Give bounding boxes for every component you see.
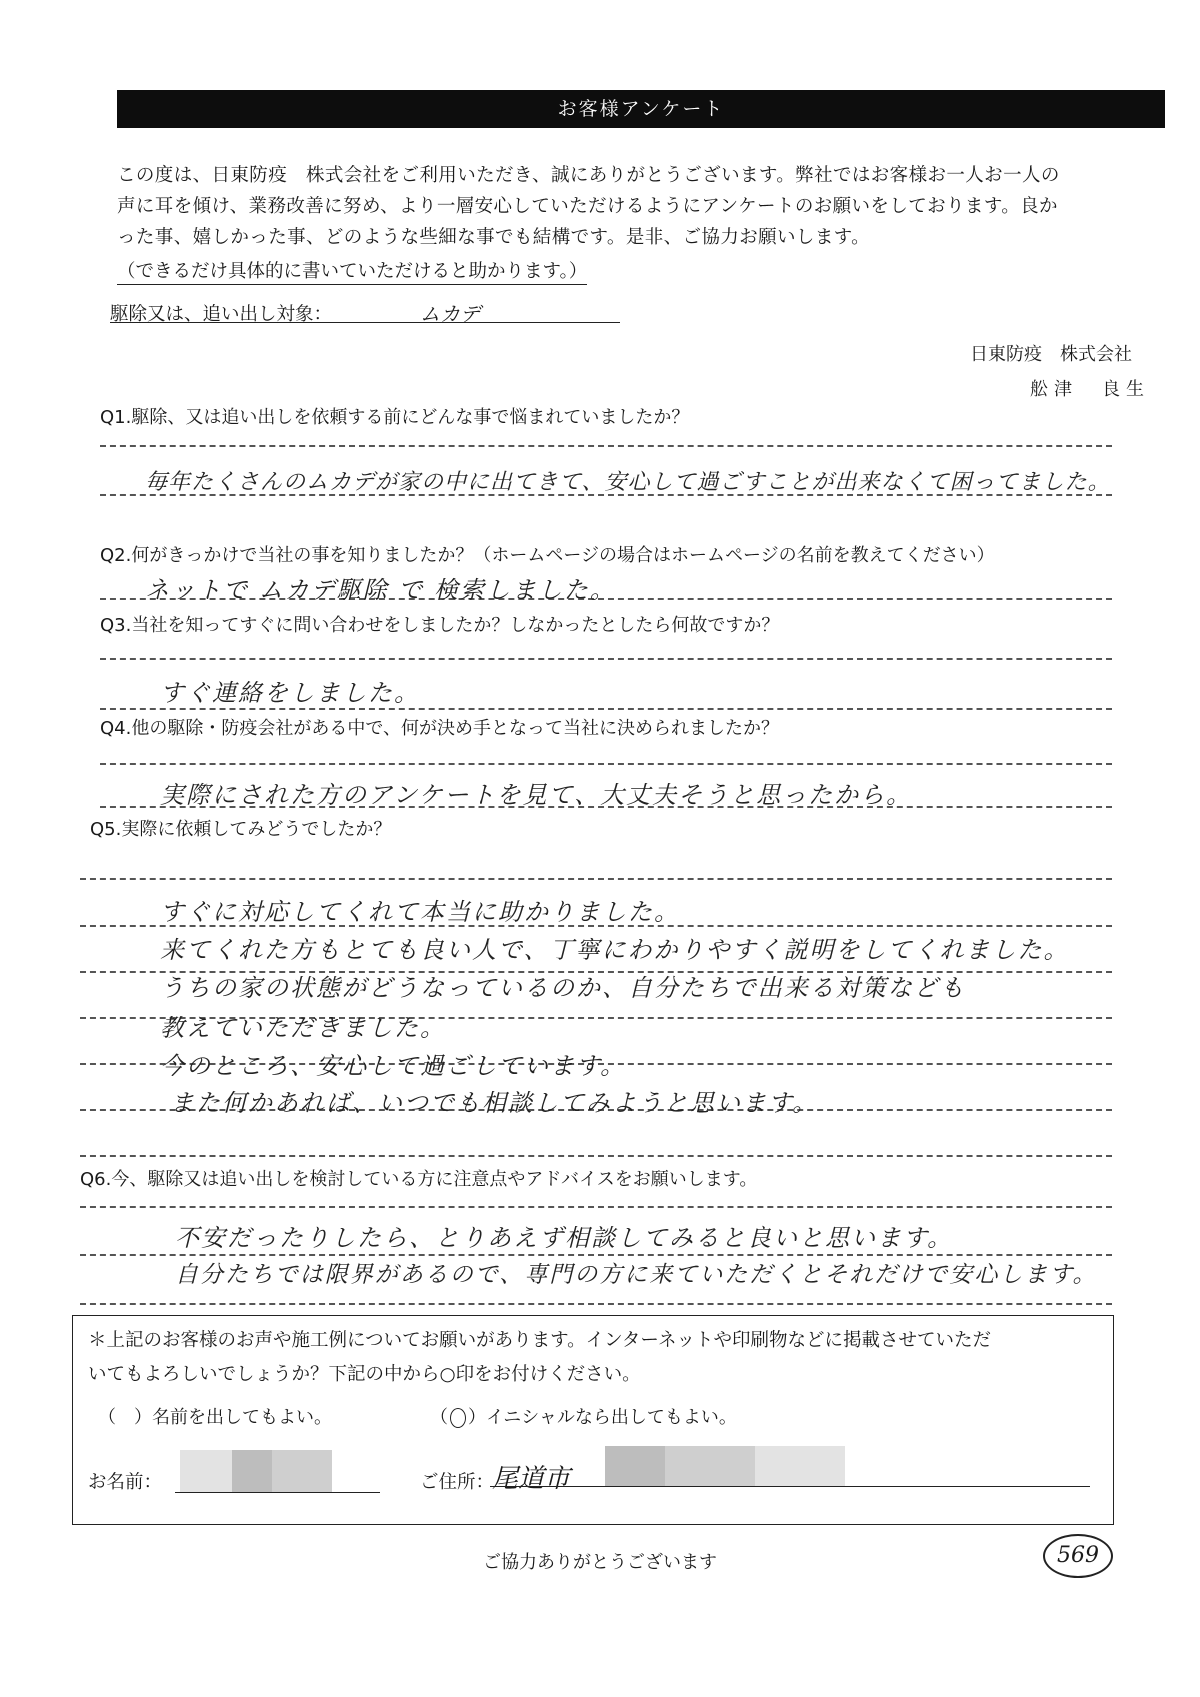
name-redaction (232, 1450, 272, 1492)
option-initial-open: （ (430, 1407, 448, 1428)
answer-line (100, 763, 1112, 765)
answer-4-line-1[interactable]: 実際にされた方のアンケートを見て、大丈夫そうと思ったから。 (160, 781, 913, 809)
name-redaction (180, 1450, 232, 1492)
option-name-ok[interactable]: （ ）名前を出してもよい。 (98, 1407, 332, 1428)
answer-2-line-1[interactable]: ネットで ムカデ駆除 で 検索しました。 (145, 576, 616, 604)
intro-line: った事、嬉しかった事、どのような些細な事でも結構です。是非、ご協力お願いします。 (117, 227, 871, 248)
answer-line (100, 708, 1112, 710)
answer-5-line-1[interactable]: すぐに対応してくれて本当に助かりました。 (160, 898, 680, 926)
answer-5-line-6[interactable]: また何かあれば、いつでも相談してみようと思います。 (170, 1089, 819, 1117)
answer-line (100, 658, 1112, 660)
company-name: 日東防疫 株式会社 (970, 344, 1132, 365)
name-redaction (272, 1450, 332, 1492)
question-1: Q1.駆除、又は追い出しを依頼する前にどんな事で悩まれていましたか？ (100, 407, 690, 428)
address-redaction (755, 1446, 845, 1486)
page-number: 569 (1043, 1534, 1113, 1578)
answer-5-line-5[interactable]: 今のところ、安心して過ごしています。 (160, 1052, 627, 1080)
answer-6-line-2[interactable]: 自分たちでは限界があるので、専門の方に来ていただくとそれだけで安心します。 (175, 1262, 1098, 1288)
answer-line (100, 445, 1112, 447)
address-redaction (605, 1446, 665, 1486)
circle-mark-icon (450, 1408, 466, 1428)
address-label: ご住所： (420, 1472, 495, 1493)
answer-5-line-3[interactable]: うちの家の状態がどうなっているのか、自分たちで出来る対策なども (160, 974, 966, 1002)
answer-line (80, 1155, 1112, 1157)
answer-1-line-1[interactable]: 毎年たくさんのムカデが家の中に出てきて、安心して過ごすことが出来なくて困ってました。 (145, 470, 1111, 495)
address-value[interactable]: 尾道市 (492, 1464, 571, 1494)
consent-line: いてもよろしいでしょうか？下記の中から○印をお付けください。 (88, 1364, 641, 1385)
name-underline (175, 1492, 380, 1493)
answer-line (80, 878, 1112, 880)
survey-title: お客様アンケート (117, 90, 1165, 128)
question-5: Q5.実際に依頼してみどうでしたか？ (90, 819, 392, 840)
intro-text (117, 160, 1172, 253)
representative-name: 舩津 良生 (1030, 379, 1150, 400)
question-2: Q2.何がきっかけで当社の事を知りましたか？（ホームページの場合はホームページの名前を教えてください） (100, 545, 995, 566)
answer-5-line-4[interactable]: 教えていただきました。 (160, 1014, 446, 1042)
question-3: Q3.当社を知ってすぐに問い合わせをしましたか？しなかったとしたら何故ですか？ (100, 615, 780, 636)
answer-line (80, 1206, 1112, 1208)
answer-5-line-2[interactable]: 来てくれた方もとても良い人で、丁寧にわかりやすく説明をしてくれました。 (160, 936, 1070, 964)
question-6: Q6.今、駆除又は追い出しを検討している方に注意点やアドバイスをお願いします。 (80, 1169, 758, 1190)
option-initial-ok[interactable] (430, 1403, 737, 1429)
intro-line: 声に耳を傾け、業務改善に努め、より一層安心していただけるようにアンケートのお願いをしております。良か (117, 196, 1058, 217)
target-value[interactable]: ムカデ (420, 302, 480, 326)
consent-line: ＊上記のお客様のお声や施工例についてお願いがあります。インターネットや印刷物などに掲載させていただ (88, 1330, 991, 1351)
address-underline (490, 1486, 1090, 1487)
name-label: お名前： (88, 1472, 163, 1493)
intro-note: （できるだけ具体的に書いていただけると助かります。） (117, 257, 587, 285)
target-label: 駆除又は、追い出し対象： (110, 304, 333, 325)
answer-6-line-1[interactable]: 不安だったりしたら、とりあえず相談してみると良いと思います。 (175, 1224, 954, 1252)
question-4: Q4.他の駆除・防疫会社がある中で、何が決め手となって当社に決められましたか？ (100, 718, 779, 739)
target-underline (110, 322, 620, 323)
answer-3-line-1[interactable]: すぐ連絡をしました。 (160, 679, 420, 707)
thanks-footer: ご協力ありがとうございます (483, 1552, 717, 1573)
intro-line: この度は、日東防疫 株式会社をご利用いただき、誠にありがとうございます。弊社ではお客様お一人お一人の (117, 165, 1060, 186)
option-initial-close: ）イニシャルなら出してもよい。 (468, 1407, 737, 1428)
address-redaction (665, 1446, 755, 1486)
consent-text (88, 1324, 1098, 1392)
answer-line (80, 1303, 1112, 1305)
